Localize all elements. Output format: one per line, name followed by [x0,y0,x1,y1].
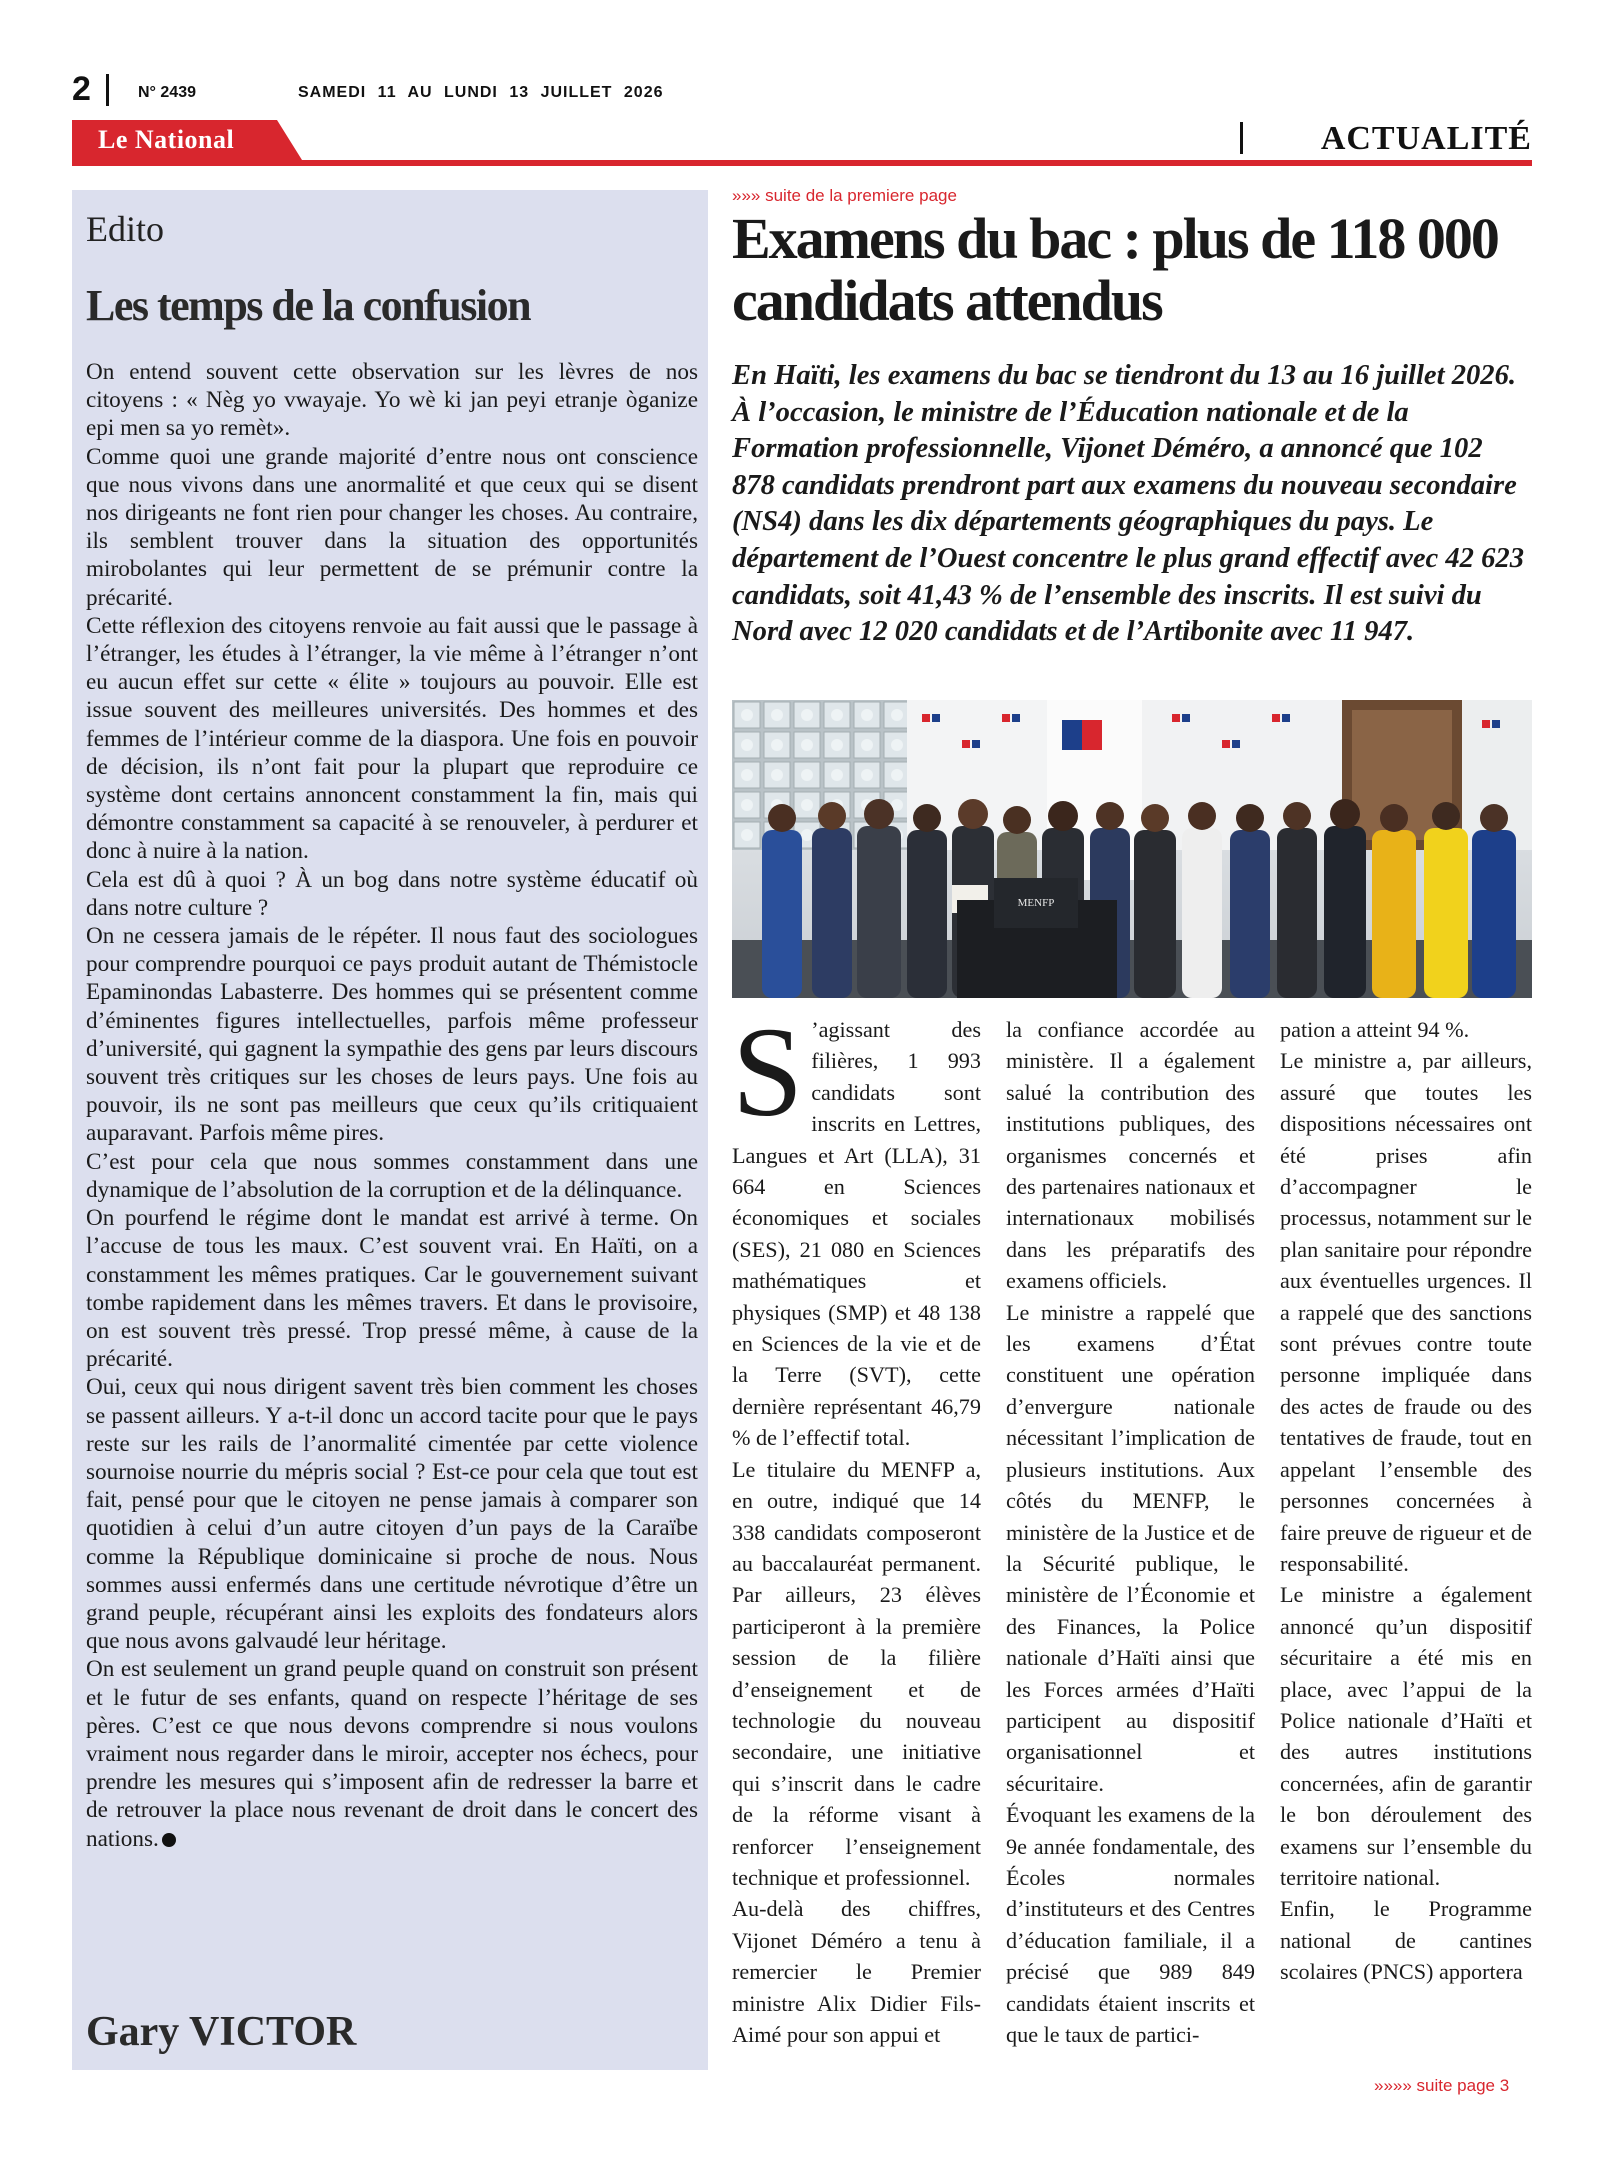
article-paragraph: Évoquant les examens de la 9e année fondamentale, des Écoles normales d’instituteurs et des Centres d’éducation familiale, il a précisé que 989 849 candidats étaient inscrits et que le taux de partici- [1006,1802,1255,2047]
drop-cap: S [732,1001,804,1143]
article-paragraph: Le ministre a, par ailleurs, assuré que toutes les dispositions nécessaires ont été prises afin d’accompagner le processus, notamment sur le plan sanitaire pour répondre aux éventuelles urgences. Il a rappelé que des sanctions sont prévues contre toute personne impliquée dans des actes de fraude ou des tentatives de fraude, tout en appelant l’ensemble des personnes concernées à faire preuve de rigueur et de responsabilité. [1280,1048,1532,1576]
article-paragraph [732,1001,981,1454]
issue-number: N° 2439 [138,84,196,101]
edito-title: Les temps de la confusion [86,281,531,330]
continued-from-label: »»» suite de la premiere page [732,186,957,205]
article-column-2 [1006,1014,1255,2050]
article-column-1 [732,1001,981,2050]
edito-author: Gary VICTOR [86,2009,357,2055]
article-photo [732,700,1532,998]
page-number-divider [106,74,109,106]
edito-body [86,358,698,1853]
edito-paragraph: Cela est dû à quoi ? À un bog dans notre système éducatif où dans notre culture ? [86,866,698,921]
article-paragraph: Enfin, le Programme national de cantines scolaires (PNCS) apportera [1280,1896,1532,1985]
press-conference-photo [732,700,1532,998]
edito-paragraph-last [86,1655,698,1852]
article-paragraph-text: ’agissant des filières, 1 993 candidats sont inscrits en Lettres, Langues et Art (LLA), 31 664 en Sciences économiques et sociales (SES), 21 080 en Sciences mathématiques et physiques (SMP) et 48 138 en Sciences de la vie et de la Terre (SVT), cette dernière représentant 46,79 % de l’effectif total. [732,1017,981,1451]
article-headline: Examens du bac : plus de 118 000 candidats attendus [732,206,1498,333]
article-paragraph: pation a atteint 94 %. [1280,1017,1470,1042]
edito-paragraph: Oui, ceux qui nous dirigent savent très bien comment les choses se passent ailleurs. Y a-t-il donc un accord tacite pour que le pays reste sur les rails de l’anormalité cimentée par cette violence sournoise nourrie du mépris social ? Est-ce pour cela que tout est fait, pensé pour que le citoyen ne pense jamais à comparer son quotidien à celui d’un autre citoyen d’un pays de la Caraïbe comme la République dominicaine si proche de nous. Nous sommes aussi enfermés dans une certitude névrotique d’être un grand peuple, récupérant ainsi les exploits des fondateurs alors que nous avons galvaudé leur héritage. [86,1374,698,1655]
edito-column [72,190,708,2070]
article-lede: En Haïti, les examens du bac se tiendront du 13 au 16 juillet 2026. À l’occasion, le ministre de l’Éducation nationale et de la Formation professionnelle, Vijonet Déméro, a annoncé que 102 878 candidats prendront part aux examens du nouveau secondaire (NS4) dans les dix départements géographiques du pays. Le département de l’Ouest concentre le plus grand effectif avec 42 623 candidats, soit 41,43 % de l’ensemble des inscrits. Il est suivi du Nord avec 12 020 candidats et de l’Artibonite avec 11 947. [732,360,1525,648]
edito-paragraph: On ne cessera jamais de le répéter. Il nous faut des sociologues pour comprendre pourquoi ce pays produit autant de Thémistocle Epaminondas Labasterre. Des hommes qui se présentent comme d’éminentes figures intellectuelles, parfois même professeur d’université, qui gagnent la sympathie des gens par leurs discours souvent très critiques sur les choses de leurs pays. Une fois au pouvoir, ils ne sont pas meilleurs que ceux qu’ils critiquaient auparavant. Parfois même pires. [86,923,698,1147]
newspaper-logo: Le National [98,125,235,154]
page-number: 2 [72,70,91,108]
article-paragraph: Le titulaire du MENFP a, en outre, indiqué que 14 338 candidats composeront au baccalauréat permanent. Par ailleurs, 23 élèves participeront à la première session de la filière d’enseignement et de technologie du nouveau secondaire, une initiative qui s’inscrit dans le cadre de la réforme visant à renforcer l’enseignement technique et professionnel. [732,1456,981,1890]
edito-paragraph: Comme quoi une grande majorité d’entre nous ont conscience que nous vivons dans une anormalité et que ceux qui se disent nos dirigeants ne font rien pour changer les choses. Au contraire, ils semblent trouver dans la situation des opportunités mirobolantes qui leur permettent de se prémunir contre la précarité. [86,443,698,611]
issue-date: SAMEDI 11 AU LUNDI 13 JUILLET 2026 [298,84,664,101]
edito-kicker: Edito [86,209,164,249]
section-header-bar [72,120,1532,166]
podium-label: MENFP [1017,897,1055,909]
edito-paragraph: C’est pour cela que nous sommes constamment dans une dynamique de l’absolution de la corruption et de la délinquance. [86,1148,698,1203]
section-divider [1240,122,1243,154]
end-of-article-icon [162,1833,176,1847]
article-paragraph: Au-delà des chiffres, Vijonet Déméro a tenu à remercier le Premier ministre Alix Didier Fils-Aimé pour son appui et [732,1896,981,2047]
edito-paragraph: On pourfend le régime dont le mandat est arrivé à terme. On l’accuse de tous les maux. C’est souvent vrai. En Haïti, on a constamment les mêmes pratiques. Car le gouvernement suivant tombe rapidement dans les mêmes travers. Et dans le provisoire, on est souvent très pressé. Trop pressé même, à cause de la précarité. [86,1205,698,1373]
section-label: ACTUALITÉ [1320,120,1532,157]
article-paragraph: Le ministre a également annoncé qu’un dispositif sécuritaire a été mis en place, avec l’appui de la Police nationale d’Haïti et des autres institutions concernées, afin de garantir le bon déroulement des examens sur l’ensemble du territoire national. [1280,1582,1532,1890]
article-paragraph: Le ministre a rappelé que les examens d’État constituent une opération d’envergure nationale nécessitant l’implication de plusieurs institutions. Aux côtés du MENFP, le ministère de la Justice et de la Sécurité publique, le ministère de l’Économie et des Finances, la Police nationale d’Haïti ainsi que les Forces armées d’Haïti participent au dispositif organisationnel et sécuritaire. [1006,1299,1255,1796]
top-page-edge [0,0,1600,8]
article-paragraph: la confiance accordée au ministère. Il a également salué la contribution des institutions publiques, des organismes concernés et des partenaires nationaux et internationaux mobilisés dans les préparatifs des examens officiels. [1006,1017,1255,1294]
red-rule [72,160,1532,166]
edito-paragraph: On entend souvent cette observation sur les lèvres de nos citoyens : « Nèg yo vwayaje. Yo wè ki jan peyi etranje òganize epi men sa yo remèt». [86,359,698,442]
continued-to-link[interactable]: »»»» suite page 3 [1374,2076,1510,2095]
article-column-3 [1280,1014,1532,1988]
edito-paragraph: Cette réflexion des citoyens renvoie au fait aussi que le passage à l’étranger, les études à l’étranger, la vie même à l’étranger n’ont eu aucun effet sur cette « élite » toujours au pouvoir. Elle est issue souvent des meilleures universités. Des hommes et des femmes de l’intérieur comme de la diaspora. Une fois en pouvoir de décision, ils n’ont fait pour la plupart que reproduire ce système dont certains annoncent constamment la fin, mais qui démontre constamment sa capacité à se renouveler, à perdurer et donc à nuire à la nation. [86,612,698,865]
masthead [72,70,1532,110]
edito-paragraph: On est seulement un grand peuple quand on construit son présent et le futur de ses enfants, quand on respecte l’héritage de ses pères. C’est ce que nous devons comprendre si nous voulons vraiment nous regarder dans le miroir, accepter nos échecs, pour prendre les mesures qui s’imposent afin de redresser la barre et de retrouver la place nous revenant de droit dans le concert des nations. [86,1656,698,1852]
